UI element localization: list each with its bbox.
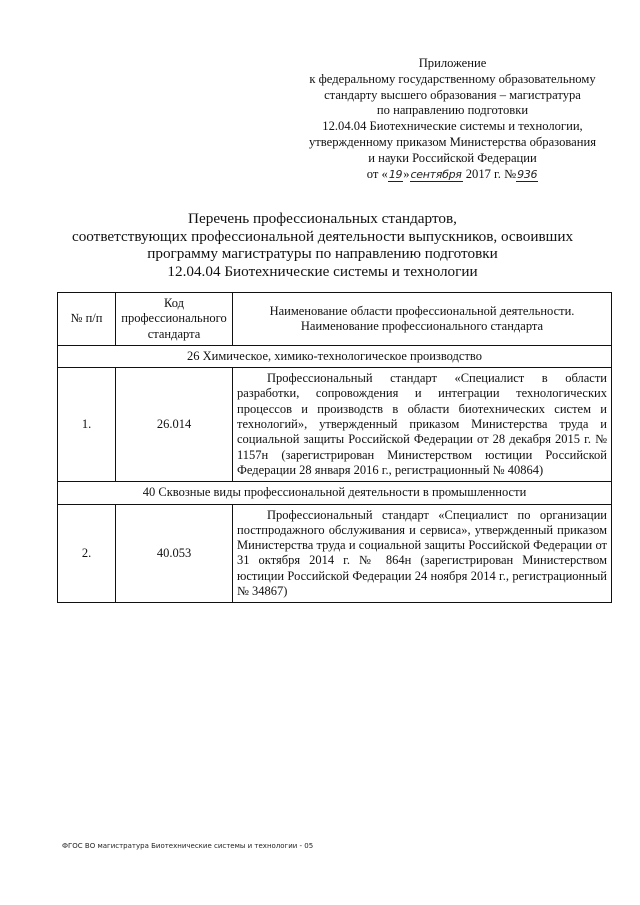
section-row	[58, 482, 612, 504]
section-row	[58, 345, 612, 367]
appendix-line: по направлению подготовки	[376, 103, 529, 118]
date-prefix: от «	[366, 166, 388, 181]
appendix-line: 12.04.04 Биотехнические системы и технологии,	[322, 119, 583, 134]
header-name-line2: Наименование профессионального стандарта	[300, 318, 544, 333]
header-code: Код профессионального стандарта	[116, 293, 233, 346]
standard-description: Профессиональный стандарт «Специалист по организации постпродажного обслуживания и сервиса», утвержденный приказом Министерства труда и социальной защиты Российской Федерации от 31 октября 2014 г. № 864н (зарегистрирован Министерством юстиции Российской Федерации 24 ноября 2014 г., регистрационный № 34867)	[233, 504, 612, 603]
order-date-line	[295, 167, 610, 183]
date-year: 2017 г. №	[465, 166, 517, 181]
section-title: 40 Сквозные виды профессиональной деятельности в промышленности	[58, 482, 612, 504]
appendix-block	[295, 56, 610, 182]
row-number: 2.	[58, 504, 116, 603]
standard-code: 26.014	[116, 368, 233, 482]
date-middle: »	[403, 166, 410, 181]
handwritten-order-number: 936	[517, 167, 538, 181]
table-header-row	[58, 293, 612, 346]
section-title: 26 Химическое, химико-технологическое производство	[58, 345, 612, 367]
page-footer: ФГОС ВО магистратура Биотехнические системы и технологии - 05	[62, 842, 314, 850]
document-heading	[60, 210, 585, 280]
appendix-title: Приложение	[418, 56, 487, 70]
header-name	[233, 293, 612, 346]
heading-line: программу магистратуры по направлению подготовки	[147, 245, 498, 263]
appendix-line: и науки Российской Федерации	[368, 150, 537, 165]
heading-line: Перечень профессиональных стандартов,	[188, 210, 457, 227]
standard-description: Профессиональный стандарт «Специалист в области разработки, сопровождения и интеграции технологических процессов и производств в области биотехнических систем и технологий», утвержденный приказом Министерства труда и социальной защиты Российской Федерации от 28 декабря 2015 г. № 1157н (зарегистрирован Министерством юстиции Российской Федерации 28 января 2016 г., регистрационный № 40864)	[233, 368, 612, 482]
handwritten-day: 19	[388, 167, 403, 181]
appendix-line: к федеральному государственному образовательному	[309, 71, 596, 86]
table-row	[58, 504, 612, 603]
standards-table	[57, 292, 612, 603]
header-name-line1: Наименование области профессиональной деятельности.	[269, 303, 575, 318]
table-row	[58, 368, 612, 482]
heading-line: соответствующих профессиональной деятельности выпускников, освоивших	[71, 227, 574, 245]
handwritten-month: сентября	[410, 167, 462, 181]
heading-line: 12.04.04 Биотехнические системы и технологии	[167, 262, 478, 280]
appendix-line: утвержденному приказом Министерства образования	[308, 134, 597, 149]
standard-code: 40.053	[116, 504, 233, 603]
row-number: 1.	[58, 368, 116, 482]
appendix-line: стандарту высшего образования – магистратура	[324, 87, 581, 102]
header-num: № п/п	[58, 293, 116, 346]
